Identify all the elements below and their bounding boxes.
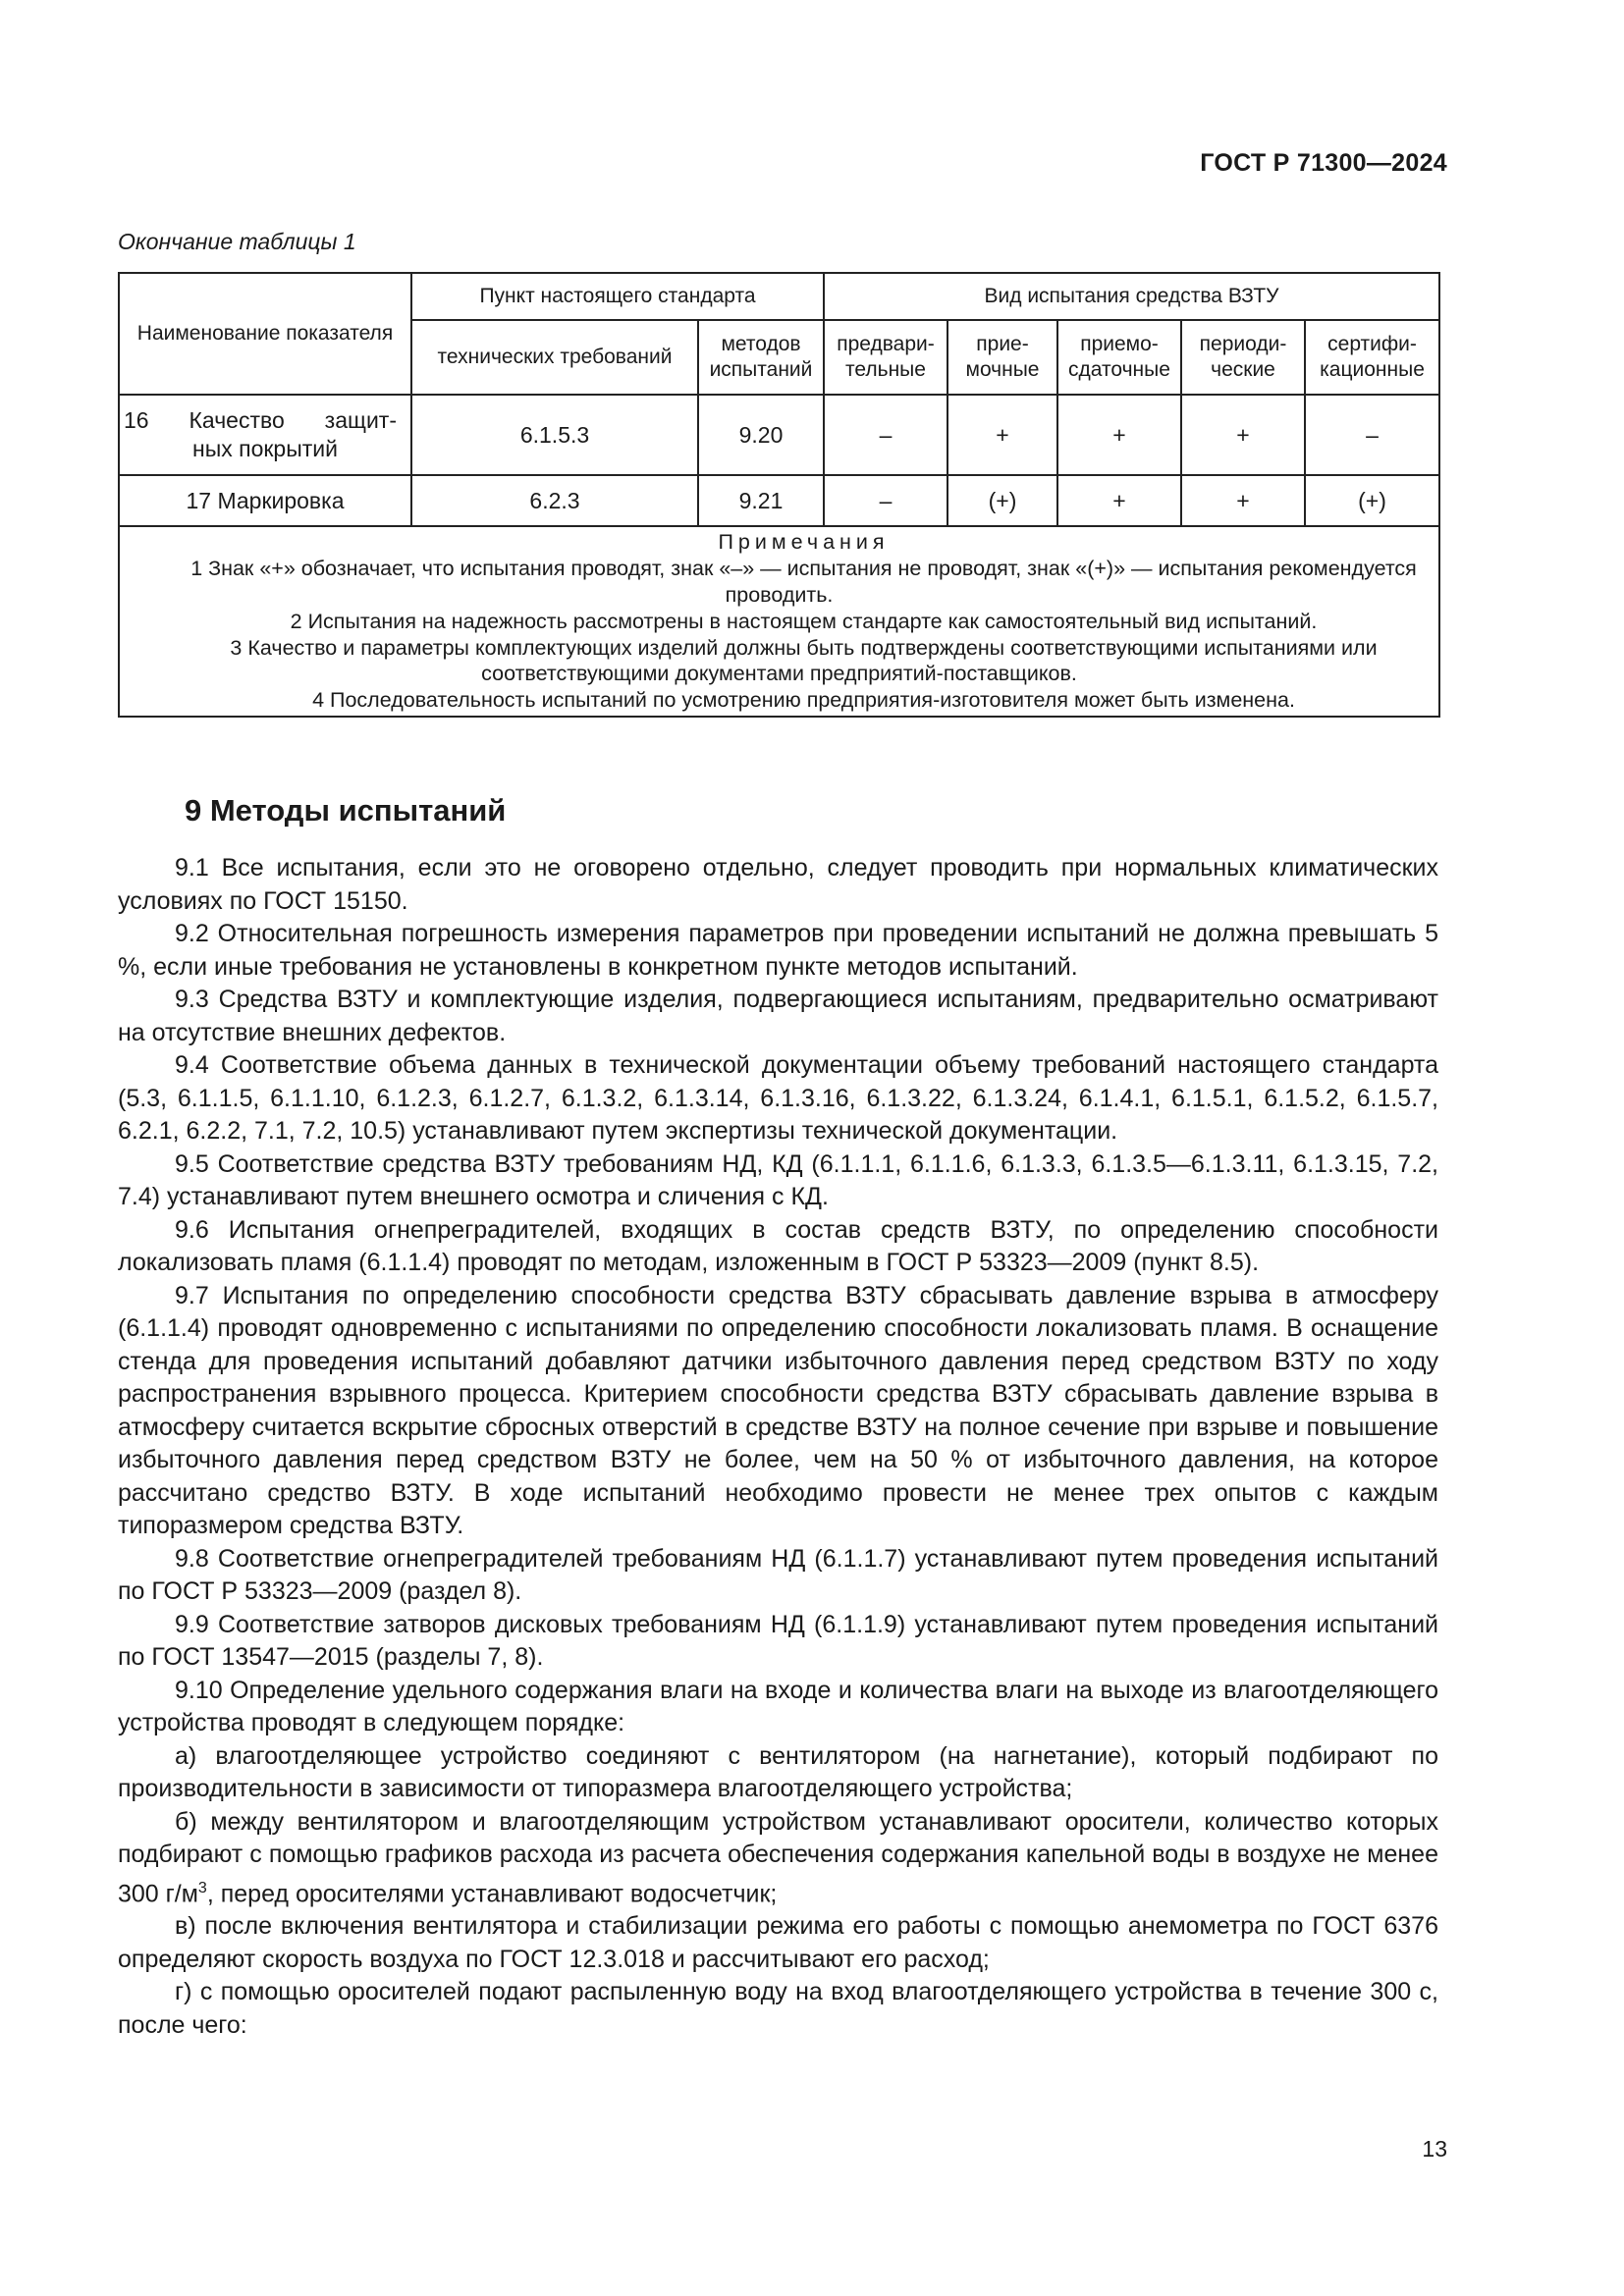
cell-accept: + [947, 395, 1057, 475]
test-type-group-header: Вид испытания средства ВЗТУ [824, 273, 1439, 320]
page-number: 13 [1422, 2136, 1447, 2162]
row-name-line2: ных покрытий [192, 436, 338, 461]
paragraph-9-10: 9.10 Определение удельного содержания влаги на входе и количества влаги на выходе из влагоотделяющего устройства проводят в следующем порядке: [118, 1676, 1438, 1736]
table-row [119, 475, 1439, 526]
document-id: ГОСТ Р 71300—2024 [1200, 149, 1447, 177]
cell-cert: (+) [1305, 475, 1439, 526]
list-item-b [118, 1806, 1438, 1911]
paragraph-9-7: 9.7 Испытания по определению способности средства ВЗТУ сбрасывать давление взрыва в атмосферу (6.1.1.4) проводят одновременно с испытаниями по определению способности локализовать пламя. В оснащение стенда для проведения испытаний добавляют датчики избыточного давления перед средством ВЗТУ по ходу распространения взрывного процесса. Критерием способности средства ВЗТУ сбрасывать давление взрыва в атмосферу считается вскрытие сбросных отверстий в средстве ВЗТУ на полное сечение при взрыве и повышение избыточного давления перед средством ВЗТУ не более, чем на 50 % от избыточного давления, на которое рассчитано средство ВЗТУ. В ходе испытаний необходимо провести не менее трех опытов с каждым типоразмером средства ВЗТУ. [118, 1281, 1438, 1539]
list-item-d: г) с помощью оросителей подают распыленную воду на вход влагоотделяющего устройства в течение 300 с, после чего: [118, 1978, 1438, 2039]
paragraph-9-9: 9.9 Соответствие затворов дисковых требованиям НД (6.1.1.9) устанавливают путем проведения испытаний по ГОСТ 13547—2015 (разделы 7, 8). [118, 1610, 1438, 1671]
list-item-b-tail: , перед оросителями устанавливают водосчетчик; [206, 1879, 778, 1907]
cell-cert: – [1305, 395, 1439, 475]
superscript: 3 [197, 1879, 207, 1896]
cell-tech: 6.1.5.3 [411, 395, 698, 475]
paragraph-9-6: 9.6 Испытания огнепреградителей, входящих в состав средств ВЗТУ, по определению способности локализовать пламя (6.1.1.4) проводят по методам, изложенным в ГОСТ Р 53323—2009 (пункт 8.5). [118, 1215, 1438, 1276]
paragraph-9-8: 9.8 Соответствие огнепреградителей требованиям НД (6.1.1.7) устанавливают путем проведения испытаний по ГОСТ Р 53323—2009 (раздел 8). [118, 1544, 1438, 1605]
row-name-line1: 16 Качество защит- [124, 407, 397, 434]
paragraph-9-1: 9.1 Все испытания, если это не оговорено отдельно, следует проводить при нормальных климатических условиях по ГОСТ 15150. [118, 854, 1438, 915]
col-methods-header: методов испытаний [698, 320, 824, 395]
table-notes [119, 526, 1439, 717]
paragraph-9-2: 9.2 Относительная погрешность измерения параметров при проведении испытаний не должна превышать 5 %, если иные требования не установлены в конкретном пункте методов испытаний. [118, 920, 1438, 981]
note-item: 3 Качество и параметры комплектующих изделий должны быть подтверждены соответствующими испытаниями или соответствующими документами предприятий-поставщиков. [230, 635, 1378, 686]
col-tech-req-header: технических требований [411, 320, 698, 395]
row-indicator-name [119, 395, 411, 475]
note-item: 2 Испытания на надежность рассмотрены в настоящем стандарте как самостоятельный вид испытаний. [290, 609, 1318, 633]
clause-group-header: Пункт настоящего стандарта [411, 273, 824, 320]
cell-accept: (+) [947, 475, 1057, 526]
section-body [118, 852, 1438, 2042]
cell-method: 9.20 [698, 395, 824, 475]
cell-prelim: – [824, 395, 947, 475]
cell-tech: 6.2.3 [411, 475, 698, 526]
row-indicator-name: 17 Маркировка [119, 475, 411, 526]
paragraph-9-5: 9.5 Соответствие средства ВЗТУ требованиям НД, КД (6.1.1.1, 6.1.1.6, 6.1.3.3, 6.1.3.5—6.1.3.11, 6.1.3.15, 7.2, 7.4) устанавливают путем внешнего осмотра и сличения с КД. [118, 1149, 1438, 1210]
col-acceptance-header: прие-мочные [947, 320, 1057, 395]
cell-handover: + [1057, 395, 1181, 475]
table-1 [118, 272, 1440, 718]
list-item-b-text: б) между вентилятором и влагоотделяющим устройством устанавливают оросители, количество которых подбирают с помощью графиков расхода из расчета обеспечения содержания капельной воды в воздухе не менее 300 г/м [118, 1807, 1438, 1907]
list-item-a: а) влагоотделяющее устройство соединяют с вентилятором (на нагнетание), который подбирают по производительности в зависимости от типоразмера влагоотделяющего устройства; [118, 1741, 1438, 1802]
cell-prelim: – [824, 475, 947, 526]
col-certification-header: сертифи-кационные [1305, 320, 1439, 395]
cell-periodic: + [1181, 395, 1305, 475]
note-item: 4 Последовательность испытаний по усмотрению предприятия-изготовителя может быть изменена. [312, 688, 1295, 713]
col-periodic-header: периоди-ческие [1181, 320, 1305, 395]
section-title: 9 Методы испытаний [185, 793, 507, 828]
col-indicator-header: Наименование показателя [119, 273, 411, 395]
list-item-c: в) после включения вентилятора и стабилизации режима его работы с помощью анемометра по ГОСТ 6376 определяют скорость воздуха по ГОСТ 12.3.018 и рассчитывают его расход; [118, 1912, 1438, 1973]
cell-method: 9.21 [698, 475, 824, 526]
col-handover-header: приемо-сдаточные [1057, 320, 1181, 395]
notes-title: Примечания [718, 530, 890, 554]
note-item: 1 Знак «+» обозначает, что испытания проводят, знак «–» — испытания не проводят, знак «(+)» — испытания рекомендуется проводить. [190, 556, 1417, 607]
table-caption: Окончание таблицы 1 [118, 229, 356, 254]
cell-handover: + [1057, 475, 1181, 526]
paragraph-9-3: 9.3 Средства ВЗТУ и комплектующие изделия, подвергающиеся испытаниям, предварительно осматривают на отсутствие внешних дефектов. [118, 986, 1438, 1046]
col-preliminary-header: предвари-тельные [824, 320, 947, 395]
paragraph-9-4: 9.4 Соответствие объема данных в технической документации объему требований настоящего стандарта (5.3, 6.1.1.5, 6.1.1.10, 6.1.2.3, 6.1.2.7, 6.1.3.2, 6.1.3.14, 6.1.3.16, 6.1.3.22, 6.1.3.24, 6.1.4.1, 6.1.5.1, 6.1.5.2, 6.1.5.7, 6.2.1, 6.2.2, 7.1, 7.2, 10.5) устанавливают путем экспертизы технической документации. [118, 1051, 1438, 1145]
table-row [119, 395, 1439, 475]
cell-periodic: + [1181, 475, 1305, 526]
